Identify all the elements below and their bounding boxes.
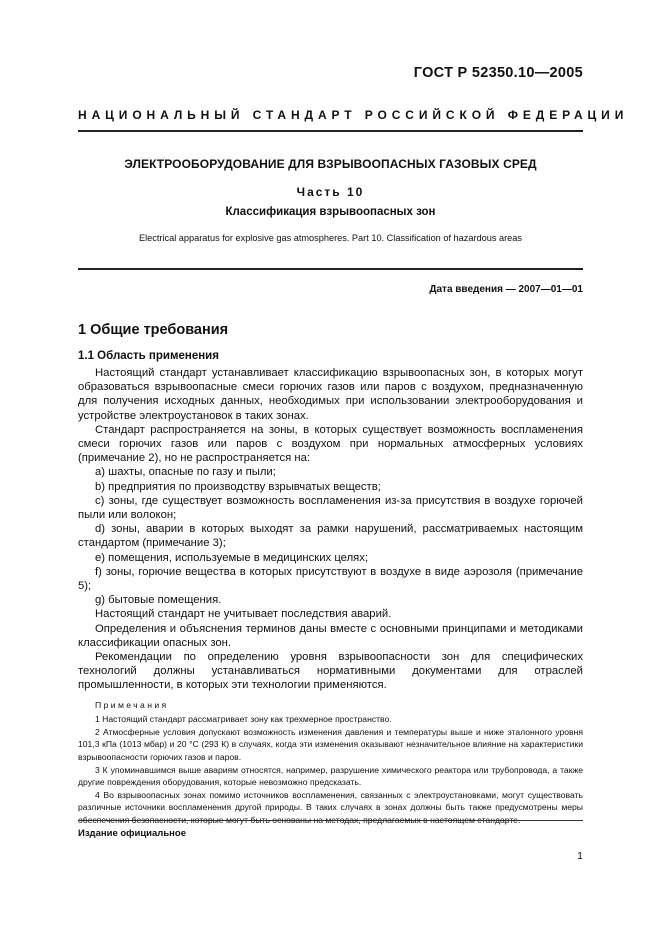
page-number: 1 [577,850,583,862]
list-item: g) бытовые помещения. [95,594,222,607]
middle-rule [78,268,583,270]
english-title: Electrical apparatus for explosive gas atmospheres. Part 10. Classification of hazardous areas [138,233,522,243]
list-item: e) помещения, используемые в медицинских целях; [95,551,369,564]
list-item: c) зоны, где существует возможность воспламенения из-за присутствия в воздухе горючей пыли или волокон; [78,494,583,522]
paragraph: Определения и объяснения терминов даны вместе с основными принципами и методиками классификации опасных зон. [78,622,583,649]
note-item: 3 К упоминавшимся выше авариям относятся, например, разрушение химического реактора или трубопровода, а также другие повреждения оборудования, которые невозможно предсказать. [78,764,583,788]
notes-block [78,699,583,827]
top-rule [78,130,583,132]
document-subtitle: Классификация взрывоопасных зон [225,206,436,218]
subsection-heading: 1.1 Область применения [78,350,219,362]
note-item: 2 Атмосферные условия допускают возможность изменения давления и температуры выше и ниже эталонного уровня 101,3 кПа (1013 мбар) и 20 °С (293 К) в случаях, когда эти изменения оказывают незначительное влияние на характеристики взрывоопасности горючих газов и паров. [78,726,583,763]
notes-heading: Примечания [95,699,169,710]
paragraph: Настоящий стандарт не учитывает последствия аварий. [95,608,392,621]
section-body [78,366,583,827]
paragraph: Стандарт распространяется на зоны, в которых существует возможность воспламенения смеси горючих газов или паров с воздухом при нормальных атмосферных условиях (примечание 2), но не распространяется на: [78,423,583,465]
list-item: a) шахты, опасные по газу и пыли; [95,466,276,479]
footer-rule [78,820,583,821]
section-heading: 1 Общие требования [78,322,229,338]
document-title: ЭЛЕКТРООБОРУДОВАНИЕ ДЛЯ ВЗРЫВООПАСНЫХ ГАЗОВЫХ СРЕД [124,157,537,171]
list-item: b) предприятия по производству взрывчатых веществ; [95,480,381,493]
standard-number: ГОСТ Р 52350.10—2005 [413,65,583,81]
note-item: 4 Во взрывоопасных зонах помимо источников воспламенения, связанных с электроустановками, могут существовать различные источники воспламенения другой природы. В таких случаях в зонах должны быть также предусмотрены меры обеспечения безопасности, которые могут быть основаны на методах, предлагаемых в настоящем стандарте. [78,789,583,826]
official-edition-label: Издание официальное [78,828,186,839]
introduction-date: Дата введения — 2007—01—01 [429,284,583,295]
national-standard-banner: НАЦИОНАЛЬНЫЙ СТАНДАРТ РОССИЙСКОЙ ФЕДЕРАЦИИ [78,108,629,122]
paragraph: Рекомендации по определению уровня взрывоопасности зон для специфических технологий должны устанавливаться нормативными документами для отраслей промышленности, в которых эти технологии применяются. [78,651,583,692]
list-item: d) зоны, аварии в которых выходят за рамки нарушений, рассматриваемых настоящим стандартом (примечание 3); [78,523,583,550]
paragraph: Настоящий стандарт устанавливает классификацию взрывоопасных зон, в которых могут образоваться взрывоопасные смеси горючих газов или паров с воздухом, предназначенную для получения исходных данных, необходимых при использовании электрооборудования и устройстве электроустановок в таких зонах. [78,367,583,422]
part-label: Часть 10 [296,185,365,199]
note-item: 1 Настоящий стандарт рассматривает зону как трехмерное пространство. [95,714,392,725]
list-item: f) зоны, горючие вещества в которых присутствуют в воздухе в виде аэрозоля (примечание 5); [78,565,583,593]
